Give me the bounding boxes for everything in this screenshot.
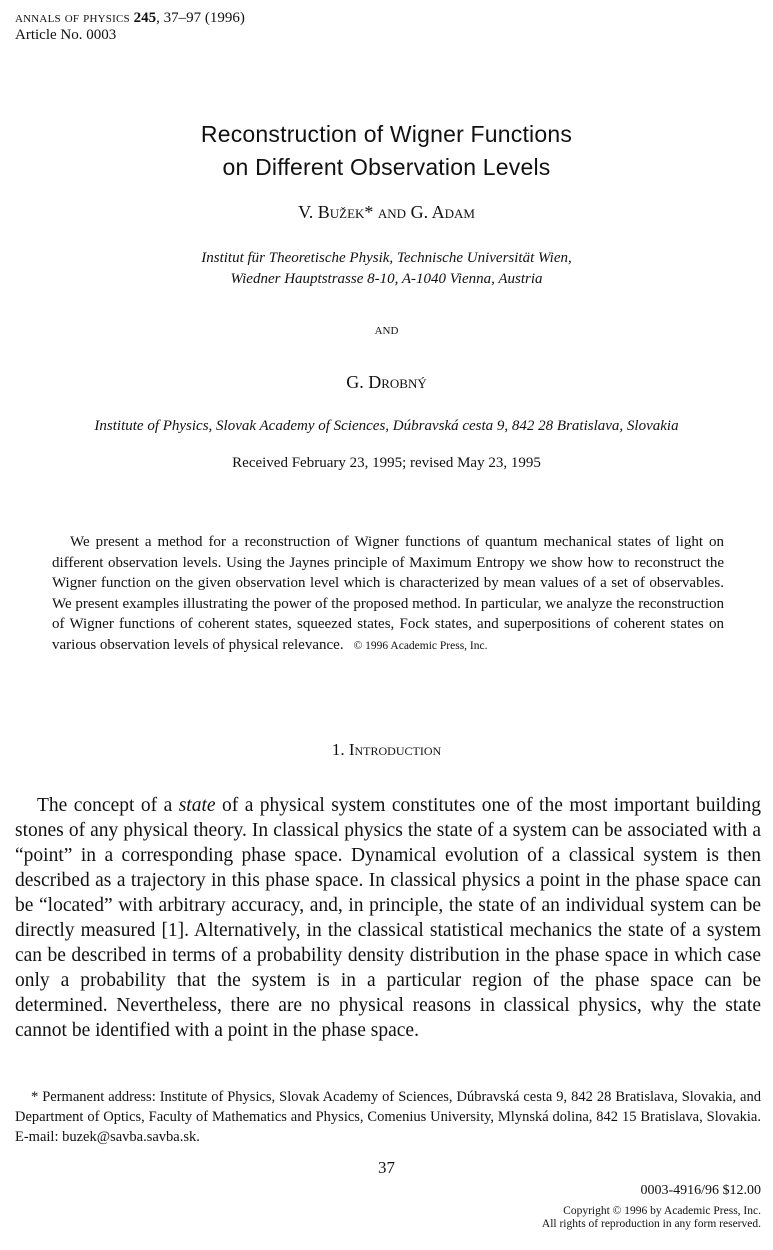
paper-title-line2: on Different Observation Levels xyxy=(222,154,551,180)
intro-text-start: The concept of a xyxy=(37,795,179,816)
paper-title-line1: Reconstruction of Wigner Functions xyxy=(200,121,573,147)
authors-secondary: G. Drobný xyxy=(346,372,427,392)
copyright-notice xyxy=(542,1205,761,1231)
paper-title xyxy=(0,118,773,184)
page-number: 37 xyxy=(378,1158,395,1177)
intro-paragraph xyxy=(15,793,761,1043)
author-separator: and xyxy=(374,322,399,338)
affiliation-bratislava: Institute of Physics, Slovak Academy of Sciences, Dúbravská cesta 9, 842 28 Bratislava, Slovakia xyxy=(94,418,679,434)
copyright-line1: Copyright © 1996 by Academic Press, Inc. xyxy=(563,1205,761,1217)
article-number: Article No. 0003 xyxy=(15,27,117,43)
section-heading xyxy=(0,740,773,760)
authors-primary: V. Bužek* and G. Adam xyxy=(298,202,475,222)
received-dates: Received February 23, 1995; revised May 23, 1995 xyxy=(232,455,541,471)
journal-volume: 245 xyxy=(133,10,157,26)
intro-text-rest: of a physical system constitutes one of the most important building stones of any physical theory. In classical physics the state of a system can be associated with a “point” in a corresponding phase space. Dynamical evolution of a classical system is then described as a trajectory in this phase space. In classical physics a point in the phase space can be “located” with arbitrary accuracy, and, in principle, the state of an individual system can be directly measured [1]. Alternatively, in the classical statistical mechanics the state of a system can be described in terms of a probability density distribution in the phase space in which case only a probability that the system is in a particular region of the phase space can be determined. Nevertheless, there are no physical reasons in classical physics, why the state cannot be identified with a point in the phase space. xyxy=(15,795,761,1041)
abstract-text: We present a method for a reconstruction of Wigner functions of quantum mechanical states of light on different observation levels. Using the Jaynes principle of Maximum Entropy we show how to reconstruct the Wigner function on the given observation level which is characterized by mean values of a set of observables. We present examples illustrating the power of the proposed method. In particular, we analyze the reconstruction of Wigner functions of coherent states, squeezed states, Fock states, and superpositions of coherent states on various observation levels of physical relevance. xyxy=(52,534,724,653)
journal-citation xyxy=(15,10,245,27)
section-title: Introduction xyxy=(348,740,442,759)
affiliation-vienna-line2: Wiedner Hauptstrasse 8-10, A-1040 Vienna, Austria xyxy=(230,271,543,287)
abstract xyxy=(52,532,724,657)
section-number: 1. xyxy=(331,740,345,759)
abstract-copyright: © 1996 Academic Press, Inc. xyxy=(353,639,488,652)
affiliation-vienna xyxy=(0,248,773,290)
intro-emphasis: state xyxy=(178,795,216,816)
price-code: 0003-4916/96 $12.00 xyxy=(640,1183,761,1198)
journal-name: annals of physics xyxy=(15,10,130,26)
affiliation-vienna-line1: Institut für Theoretische Physik, Technische Universität Wien, xyxy=(201,250,572,266)
footnote: * Permanent address: Institute of Physics, Slovak Academy of Sciences, Dúbravská cesta 9, 842 28 Bratislava, Slovakia, and Department of Optics, Faculty of Mathematics and Physics, Comenius University, Mlynská dolina, 842 15 Bratislava, Slovakia. E-mail: buzek@savba.savba.sk. xyxy=(15,1089,761,1145)
copyright-line2: All rights of reproduction in any form reserved. xyxy=(541,1218,761,1230)
journal-pages-year: , 37–97 (1996) xyxy=(156,10,245,26)
journal-header xyxy=(15,10,245,44)
